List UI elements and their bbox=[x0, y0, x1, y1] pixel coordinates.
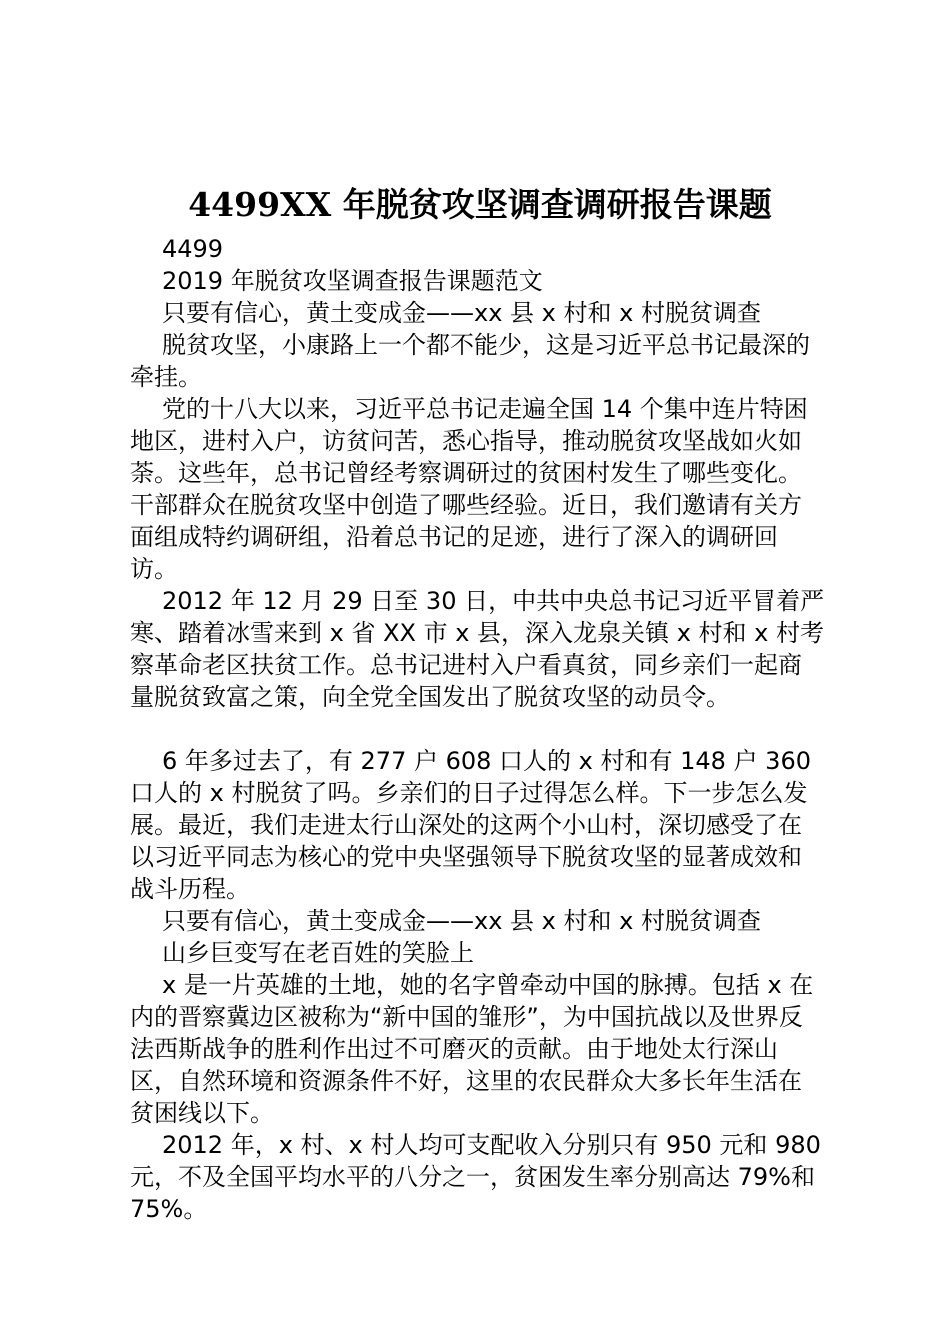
document-title: 4499XX 年脱贫攻坚调查调研报告课题 bbox=[188, 185, 772, 224]
paragraph-subtitle: 2019 年脱贫攻坚调查报告课题范文 bbox=[162, 267, 543, 295]
paragraph-heading-repeat: 只要有信心，黄土变成金——xx 县 x 村和 x 村脱贫调查 bbox=[162, 907, 761, 935]
paragraph-spacer bbox=[130, 713, 825, 745]
paragraph-heading: 只要有信心，黄土变成金——xx 县 x 村和 x 村脱贫调查 bbox=[162, 299, 761, 327]
paragraph-section-title: 山乡巨变写在老百姓的笑脸上 bbox=[162, 939, 474, 967]
paragraph-income: 2012 年，x 村、x 村人均可支配收入分别只有 950 元和 980 元，不及全国平均水平的八分之一，贫困发生率分别高达 79%和 75%。 bbox=[130, 1131, 821, 1223]
paragraph-code: 4499 bbox=[162, 235, 224, 263]
paragraph-progress: 6 年多过去了，有 277 户 608 口人的 x 村和有 148 户 360 口人的 x 村脱贫了吗。乡亲们的日子过得怎么样。下一步怎么发展。最近，我们走进太行山深处的这两个小山村，深切感受了在以习近平同志为核心的党中央坚强领导下脱贫攻坚的显著成效和战斗历程。 bbox=[130, 747, 811, 903]
document-body bbox=[130, 233, 825, 1225]
paragraph-background: 党的十八大以来，习近平总书记走遍全国 14 个集中连片特困地区，进村入户，访贫问苦，悉心指导，推动脱贫攻坚战如火如荼。这些年，总书记曾经考察调研过的贫困村发生了哪些变化。干部群众在脱贫攻坚中创造了哪些经验。近日，我们邀请有关方面组成特约调研组，沿着总书记的足迹，进行了深入的调研回访。 bbox=[130, 395, 808, 583]
paragraph-visit: 2012 年 12 月 29 日至 30 日，中共中央总书记习近平冒着严寒、踏着冰雪来到 x 省 XX 市 x 县，深入龙泉关镇 x 村和 x 村考察革命老区扶贫工作。总书记进村入户看真贫，同乡亲们一起商量脱贫致富之策，向全党全国发出了脱贫攻坚的动员令。 bbox=[130, 587, 825, 711]
paragraph-history: x 是一片英雄的土地，她的名字曾牵动中国的脉搏。包括 x 在内的晋察冀边区被称为“新中国的雏形”，为中国抗战以及世界反法西斯战争的胜利作出过不可磨灭的贡献。由于地处太行深山区，自然环境和资源条件不好，这里的农民群众大多长年生活在贫困线以下。 bbox=[130, 971, 814, 1127]
paragraph-intro: 脱贫攻坚，小康路上一个都不能少，这是习近平总书记最深的牵挂。 bbox=[130, 331, 810, 391]
